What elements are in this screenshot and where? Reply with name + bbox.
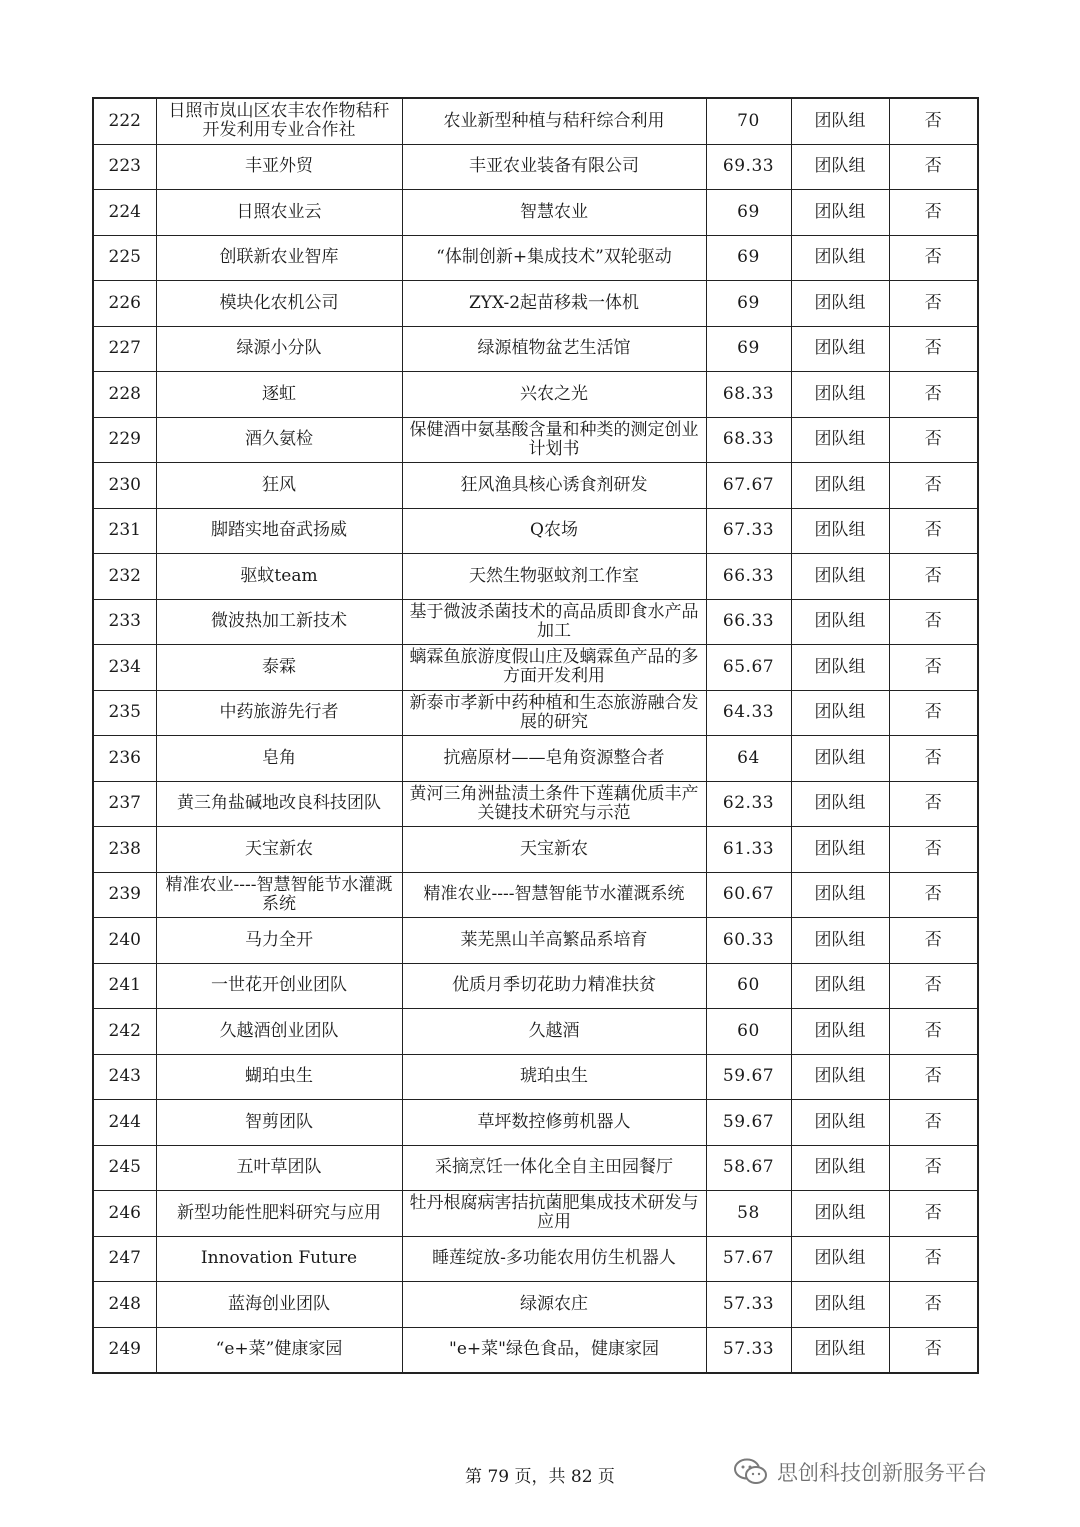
project-name-cell: 新泰市孝新中药种植和生态旅游融合发展的研究 <box>402 690 706 736</box>
flag-value-cell: 否 <box>889 1100 978 1146</box>
group-type-cell: 团队组 <box>791 1282 889 1328</box>
table-row <box>93 98 978 144</box>
score-cell: 57.33 <box>706 1282 791 1328</box>
project-name-cell: 保健酒中氨基酸含量和种类的测定创业计划书 <box>402 417 706 463</box>
group-type-cell: 团队组 <box>791 281 889 327</box>
score-cell: 60.67 <box>706 872 791 918</box>
row-number-cell: 231 <box>93 508 156 554</box>
table-row <box>93 1191 978 1237</box>
project-name-cell: 优质月季切花助力精准扶贫 <box>402 963 706 1009</box>
team-name-cell: 蝴珀虫生 <box>156 1054 402 1100</box>
row-number-cell: 239 <box>93 872 156 918</box>
flag-value-cell: 否 <box>889 872 978 918</box>
score-cell: 69 <box>706 281 791 327</box>
row-number-cell: 238 <box>93 827 156 873</box>
flag-value-cell: 否 <box>889 963 978 1009</box>
team-name-cell: 新型功能性肥料研究与应用 <box>156 1191 402 1237</box>
row-number-cell: 232 <box>93 554 156 600</box>
table-row <box>93 1145 978 1191</box>
project-name-cell: 莱芜黑山羊高繁品系培育 <box>402 918 706 964</box>
flag-value-cell: 否 <box>889 1009 978 1055</box>
score-cell: 60.33 <box>706 918 791 964</box>
group-type-cell: 团队组 <box>791 144 889 190</box>
table-row <box>93 918 978 964</box>
row-number-cell: 228 <box>93 372 156 418</box>
row-number-cell: 241 <box>93 963 156 1009</box>
project-name-cell: 丰亚农业装备有限公司 <box>402 144 706 190</box>
flag-value-cell: 否 <box>889 326 978 372</box>
team-name-cell: 日照农业云 <box>156 190 402 236</box>
score-cell: 69.33 <box>706 144 791 190</box>
project-name-cell: 采摘烹饪一体化全自主田园餐厅 <box>402 1145 706 1191</box>
group-type-cell: 团队组 <box>791 508 889 554</box>
project-name-cell: "e+菜"绿色食品，健康家园 <box>402 1327 706 1373</box>
row-number-cell: 224 <box>93 190 156 236</box>
score-cell: 64.33 <box>706 690 791 736</box>
project-name-cell: 狂风渔具核心诱食剂研发 <box>402 463 706 509</box>
table-row <box>93 417 978 463</box>
flag-value-cell: 否 <box>889 1236 978 1282</box>
team-name-cell: 酒久氨检 <box>156 417 402 463</box>
row-number-cell: 235 <box>93 690 156 736</box>
score-cell: 60 <box>706 963 791 1009</box>
table-row <box>93 235 978 281</box>
group-type-cell: 团队组 <box>791 1191 889 1237</box>
project-name-cell: ZYX-2起苗移栽一体机 <box>402 281 706 327</box>
project-name-cell: 久越酒 <box>402 1009 706 1055</box>
row-number-cell: 245 <box>93 1145 156 1191</box>
flag-value-cell: 否 <box>889 599 978 645</box>
flag-value-cell: 否 <box>889 1054 978 1100</box>
group-type-cell: 团队组 <box>791 463 889 509</box>
table-row <box>93 872 978 918</box>
results-table <box>92 97 979 1374</box>
flag-value-cell: 否 <box>889 98 978 144</box>
group-type-cell: 团队组 <box>791 417 889 463</box>
flag-value-cell: 否 <box>889 690 978 736</box>
team-name-cell: 泰霖 <box>156 645 402 691</box>
team-name-cell: 马力全开 <box>156 918 402 964</box>
score-cell: 68.33 <box>706 372 791 418</box>
project-name-cell: 绿源农庄 <box>402 1282 706 1328</box>
project-name-cell: 兴农之光 <box>402 372 706 418</box>
flag-value-cell: 否 <box>889 463 978 509</box>
table-row <box>93 281 978 327</box>
table-row <box>93 599 978 645</box>
row-number-cell: 229 <box>93 417 156 463</box>
flag-value-cell: 否 <box>889 281 978 327</box>
project-name-cell: 农业新型种植与秸秆综合利用 <box>402 98 706 144</box>
table-row <box>93 781 978 827</box>
score-cell: 64 <box>706 736 791 782</box>
table-row <box>93 963 978 1009</box>
team-name-cell: 天宝新农 <box>156 827 402 873</box>
group-type-cell: 团队组 <box>791 918 889 964</box>
team-name-cell: 精准农业----智慧智能节水灌溉系统 <box>156 872 402 918</box>
group-type-cell: 团队组 <box>791 690 889 736</box>
flag-value-cell: 否 <box>889 554 978 600</box>
score-cell: 68.33 <box>706 417 791 463</box>
table-row <box>93 372 978 418</box>
flag-value-cell: 否 <box>889 1282 978 1328</box>
flag-value-cell: 否 <box>889 372 978 418</box>
table-row <box>93 736 978 782</box>
team-name-cell: 蓝海创业团队 <box>156 1282 402 1328</box>
team-name-cell: 黄三角盐碱地改良科技团队 <box>156 781 402 827</box>
team-name-cell: 日照市岚山区农丰农作物秸秆开发利用专业合作社 <box>156 98 402 144</box>
project-name-cell: “体制创新+集成技术”双轮驱动 <box>402 235 706 281</box>
group-type-cell: 团队组 <box>791 1054 889 1100</box>
flag-value-cell: 否 <box>889 645 978 691</box>
row-number-cell: 244 <box>93 1100 156 1146</box>
project-name-cell: Q农场 <box>402 508 706 554</box>
row-number-cell: 240 <box>93 918 156 964</box>
group-type-cell: 团队组 <box>791 372 889 418</box>
group-type-cell: 团队组 <box>791 1100 889 1146</box>
score-cell: 69 <box>706 235 791 281</box>
score-cell: 67.33 <box>706 508 791 554</box>
row-number-cell: 234 <box>93 645 156 691</box>
page-number: 第 79 页，共 82 页 <box>465 1467 615 1487</box>
team-name-cell: 皂角 <box>156 736 402 782</box>
group-type-cell: 团队组 <box>791 781 889 827</box>
project-name-cell: 天然生物驱蚊剂工作室 <box>402 554 706 600</box>
project-name-cell: 精准农业----智慧智能节水灌溉系统 <box>402 872 706 918</box>
team-name-cell: 久越酒创业团队 <box>156 1009 402 1055</box>
score-cell: 67.67 <box>706 463 791 509</box>
row-number-cell: 242 <box>93 1009 156 1055</box>
table-row <box>93 190 978 236</box>
team-name-cell: 脚踏实地奋武扬威 <box>156 508 402 554</box>
table-row <box>93 1236 978 1282</box>
score-cell: 57.67 <box>706 1236 791 1282</box>
flag-value-cell: 否 <box>889 190 978 236</box>
row-number-cell: 246 <box>93 1191 156 1237</box>
project-name-cell: 黄河三角洲盐渍土条件下莲藕优质丰产关键技术研究与示范 <box>402 781 706 827</box>
table-row <box>93 1054 978 1100</box>
group-type-cell: 团队组 <box>791 736 889 782</box>
table-row <box>93 463 978 509</box>
table-row <box>93 554 978 600</box>
row-number-cell: 248 <box>93 1282 156 1328</box>
group-type-cell: 团队组 <box>791 326 889 372</box>
score-cell: 59.67 <box>706 1054 791 1100</box>
table-row <box>93 1009 978 1055</box>
project-name-cell: 睡莲绽放-多功能农用仿生机器人 <box>402 1236 706 1282</box>
flag-value-cell: 否 <box>889 417 978 463</box>
team-name-cell: 狂风 <box>156 463 402 509</box>
table-row <box>93 827 978 873</box>
row-number-cell: 243 <box>93 1054 156 1100</box>
group-type-cell: 团队组 <box>791 1009 889 1055</box>
flag-value-cell: 否 <box>889 144 978 190</box>
group-type-cell: 团队组 <box>791 1145 889 1191</box>
group-type-cell: 团队组 <box>791 645 889 691</box>
row-number-cell: 230 <box>93 463 156 509</box>
team-name-cell: 一世花开创业团队 <box>156 963 402 1009</box>
row-number-cell: 227 <box>93 326 156 372</box>
score-cell: 60 <box>706 1009 791 1055</box>
row-number-cell: 249 <box>93 1327 156 1373</box>
project-name-cell: 智慧农业 <box>402 190 706 236</box>
table-row <box>93 1100 978 1146</box>
team-name-cell: 创联新农业智库 <box>156 235 402 281</box>
score-cell: 62.33 <box>706 781 791 827</box>
flag-value-cell: 否 <box>889 508 978 554</box>
watermark <box>733 1455 987 1489</box>
team-name-cell: 中药旅游先行者 <box>156 690 402 736</box>
flag-value-cell: 否 <box>889 235 978 281</box>
table-row <box>93 645 978 691</box>
score-cell: 66.33 <box>706 554 791 600</box>
project-name-cell: 天宝新农 <box>402 827 706 873</box>
team-name-cell: 模块化农机公司 <box>156 281 402 327</box>
project-name-cell: 琥珀虫生 <box>402 1054 706 1100</box>
flag-value-cell: 否 <box>889 736 978 782</box>
flag-value-cell: 否 <box>889 781 978 827</box>
flag-value-cell: 否 <box>889 918 978 964</box>
score-cell: 58 <box>706 1191 791 1237</box>
team-name-cell: 智剪团队 <box>156 1100 402 1146</box>
table-row <box>93 1282 978 1328</box>
flag-value-cell: 否 <box>889 1327 978 1373</box>
score-cell: 70 <box>706 98 791 144</box>
flag-value-cell: 否 <box>889 1191 978 1237</box>
group-type-cell: 团队组 <box>791 235 889 281</box>
row-number-cell: 233 <box>93 599 156 645</box>
group-type-cell: 团队组 <box>791 1236 889 1282</box>
score-cell: 65.67 <box>706 645 791 691</box>
row-number-cell: 222 <box>93 98 156 144</box>
row-number-cell: 236 <box>93 736 156 782</box>
project-name-cell: 草坪数控修剪机器人 <box>402 1100 706 1146</box>
row-number-cell: 237 <box>93 781 156 827</box>
score-cell: 69 <box>706 190 791 236</box>
table-row <box>93 508 978 554</box>
row-number-cell: 225 <box>93 235 156 281</box>
team-name-cell: 微波热加工新技术 <box>156 599 402 645</box>
score-cell: 61.33 <box>706 827 791 873</box>
score-cell: 57.33 <box>706 1327 791 1373</box>
team-name-cell: 逐虹 <box>156 372 402 418</box>
score-cell: 58.67 <box>706 1145 791 1191</box>
group-type-cell: 团队组 <box>791 963 889 1009</box>
table-row <box>93 326 978 372</box>
table-body <box>93 98 978 1373</box>
group-type-cell: 团队组 <box>791 1327 889 1373</box>
table-row <box>93 144 978 190</box>
group-type-cell: 团队组 <box>791 599 889 645</box>
watermark-text: 思创科技创新服务平台 <box>777 1461 987 1485</box>
flag-value-cell: 否 <box>889 827 978 873</box>
project-name-cell: 牡丹根腐病害拮抗菌肥集成技术研发与应用 <box>402 1191 706 1237</box>
wechat-icon <box>733 1457 769 1487</box>
group-type-cell: 团队组 <box>791 190 889 236</box>
project-name-cell: 螭霖鱼旅游度假山庄及螭霖鱼产品的多方面开发利用 <box>402 645 706 691</box>
team-name-cell: 丰亚外贸 <box>156 144 402 190</box>
score-cell: 69 <box>706 326 791 372</box>
team-name-cell: 驱蚊team <box>156 554 402 600</box>
group-type-cell: 团队组 <box>791 872 889 918</box>
table-row <box>93 1327 978 1373</box>
project-name-cell: 基于微波杀菌技术的高品质即食水产品加工 <box>402 599 706 645</box>
flag-value-cell: 否 <box>889 1145 978 1191</box>
group-type-cell: 团队组 <box>791 827 889 873</box>
team-name-cell: 绿源小分队 <box>156 326 402 372</box>
project-name-cell: 绿源植物盆艺生活馆 <box>402 326 706 372</box>
team-name-cell: Innovation Future <box>156 1236 402 1282</box>
group-type-cell: 团队组 <box>791 554 889 600</box>
score-cell: 66.33 <box>706 599 791 645</box>
row-number-cell: 247 <box>93 1236 156 1282</box>
group-type-cell: 团队组 <box>791 98 889 144</box>
score-cell: 59.67 <box>706 1100 791 1146</box>
table-row <box>93 690 978 736</box>
team-name-cell: 五叶草团队 <box>156 1145 402 1191</box>
project-name-cell: 抗癌原材——皂角资源整合者 <box>402 736 706 782</box>
row-number-cell: 226 <box>93 281 156 327</box>
row-number-cell: 223 <box>93 144 156 190</box>
team-name-cell: “e+菜”健康家园 <box>156 1327 402 1373</box>
